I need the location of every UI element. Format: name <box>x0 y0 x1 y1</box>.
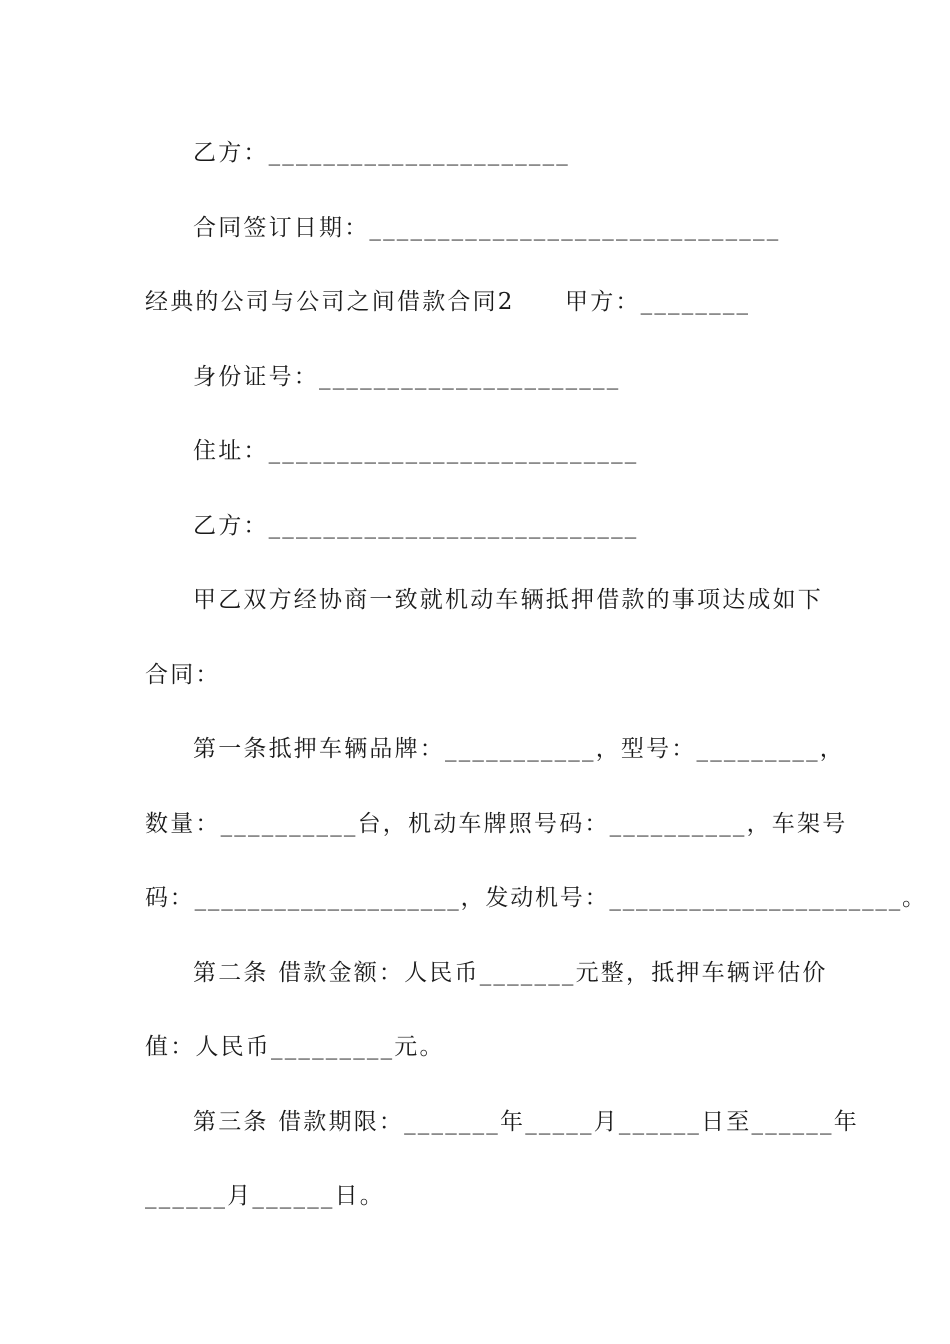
article-2-cont: 值：人民币_________元。 <box>145 1034 445 1060</box>
agreement-intro-cont: 合同： <box>145 662 221 688</box>
article-1-line: 第一条抵押车辆品牌：___________，型号：_________， <box>193 736 845 762</box>
article-1-cont-1: 数量：__________台，机动车牌照号码：__________，车架号 <box>145 811 848 837</box>
agreement-intro-line: 甲乙双方经协商一致就机动车辆抵押借款的事项达成如下 <box>193 587 823 613</box>
address-line: 住址：___________________________ <box>193 438 639 464</box>
party-b-line: 乙方：______________________ <box>193 140 570 166</box>
contract-title-line: 经典的公司与公司之间借款合同2 甲方：________ <box>145 289 751 315</box>
party-b-line-2: 乙方：___________________________ <box>193 513 639 539</box>
article-3-cont: ______月______日。 <box>145 1183 385 1209</box>
article-3-line: 第三条 借款期限：_______年_____月______日至______年 <box>193 1109 859 1135</box>
contract-date-line: 合同签订日期：______________________________ <box>193 215 781 241</box>
article-1-cont-2: 码：____________________，发动机号：______________________。 <box>145 885 927 911</box>
article-2-line: 第二条 借款金额：人民币_______元整，抵押车辆评估价 <box>193 960 828 986</box>
id-number-line: 身份证号：______________________ <box>193 364 621 390</box>
